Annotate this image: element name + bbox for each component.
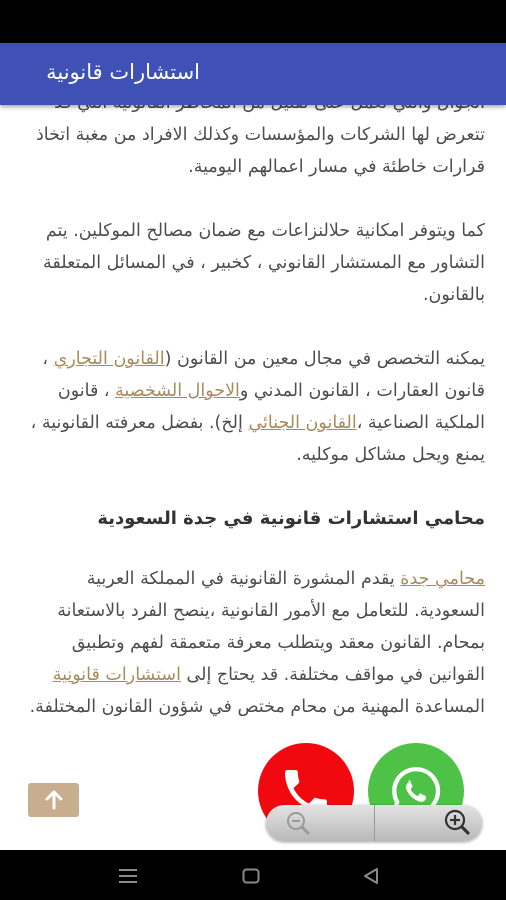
app-title: استشارات قانونية bbox=[46, 60, 200, 84]
paragraph-3 bbox=[19, 343, 485, 471]
zoom-out-button[interactable] bbox=[274, 808, 374, 838]
zoom-in-button[interactable] bbox=[374, 805, 475, 841]
paragraph-3-text-2: ، قانون العقارات ، القانون المدني و bbox=[42, 349, 485, 401]
scroll-top-button[interactable] bbox=[28, 783, 79, 817]
paragraph-3-text-3: ، قانون الملكية الصناعية ، bbox=[57, 381, 485, 433]
paragraph-4 bbox=[19, 563, 485, 723]
status-bar bbox=[0, 0, 506, 43]
link-commercial-law[interactable]: القانون التجاري bbox=[53, 349, 165, 369]
paragraph-3-text-1: يمكنه التخصص في مجال معين من القانون ( bbox=[164, 349, 485, 369]
recents-icon[interactable] bbox=[118, 868, 138, 884]
navigation-bar bbox=[0, 850, 506, 900]
zoom-control bbox=[266, 805, 482, 841]
paragraph-1: تتعرض لها الشركات والمؤسسات وكذلك الافراد من مغبة اتخاذ قرارات خاطئة في مسار اعمالهم اليومية. bbox=[35, 125, 485, 177]
zoom-in-icon bbox=[375, 805, 475, 841]
paragraph-3-text-4: إلخ). بفضل معرفته القانونية ، يمنع ويحل مشاكل موكليه. bbox=[30, 413, 485, 465]
paragraph-4-text-1: يقدم المشورة القانونية في المملكة العربية السعودية. للتعامل مع الأمور القانونية ،ينصح الفرد بالاستعانة بمحام. القانون معقد ويتطلب معرفة متعمقة لفهم وتطبيق القوانين في مواقف مختلفة. قد يحتاج إلى bbox=[57, 569, 485, 685]
link-legal-consultations[interactable]: استشارات قانونية bbox=[52, 665, 181, 685]
paragraph-4-text-2: المساعدة المهنية من محام مختص في شؤون القانون المختلفة. bbox=[29, 697, 485, 717]
section-heading: محامي استشارات قانونية في جدة السعودية bbox=[97, 508, 485, 529]
arrow-up-icon bbox=[43, 789, 65, 811]
article-content[interactable] bbox=[0, 105, 506, 850]
article-body bbox=[19, 87, 485, 755]
app-bar bbox=[0, 43, 506, 105]
link-criminal-law[interactable]: القانون الجنائي bbox=[248, 413, 357, 433]
link-personal-status[interactable]: الاحوال الشخصية bbox=[115, 381, 240, 401]
back-icon[interactable] bbox=[362, 867, 380, 885]
zoom-out-icon bbox=[274, 808, 374, 838]
link-jeddah-lawyer[interactable]: محامي جدة bbox=[400, 569, 485, 589]
paragraph-2: كما ويتوفر امكانية حلالنزاعات مع ضمان مصالح الموكلين. يتم التشاور مع المستشار القانوني ، كخبير ، في المسائل المتعلقة بالقانون. bbox=[43, 221, 485, 305]
home-icon[interactable] bbox=[242, 868, 260, 884]
